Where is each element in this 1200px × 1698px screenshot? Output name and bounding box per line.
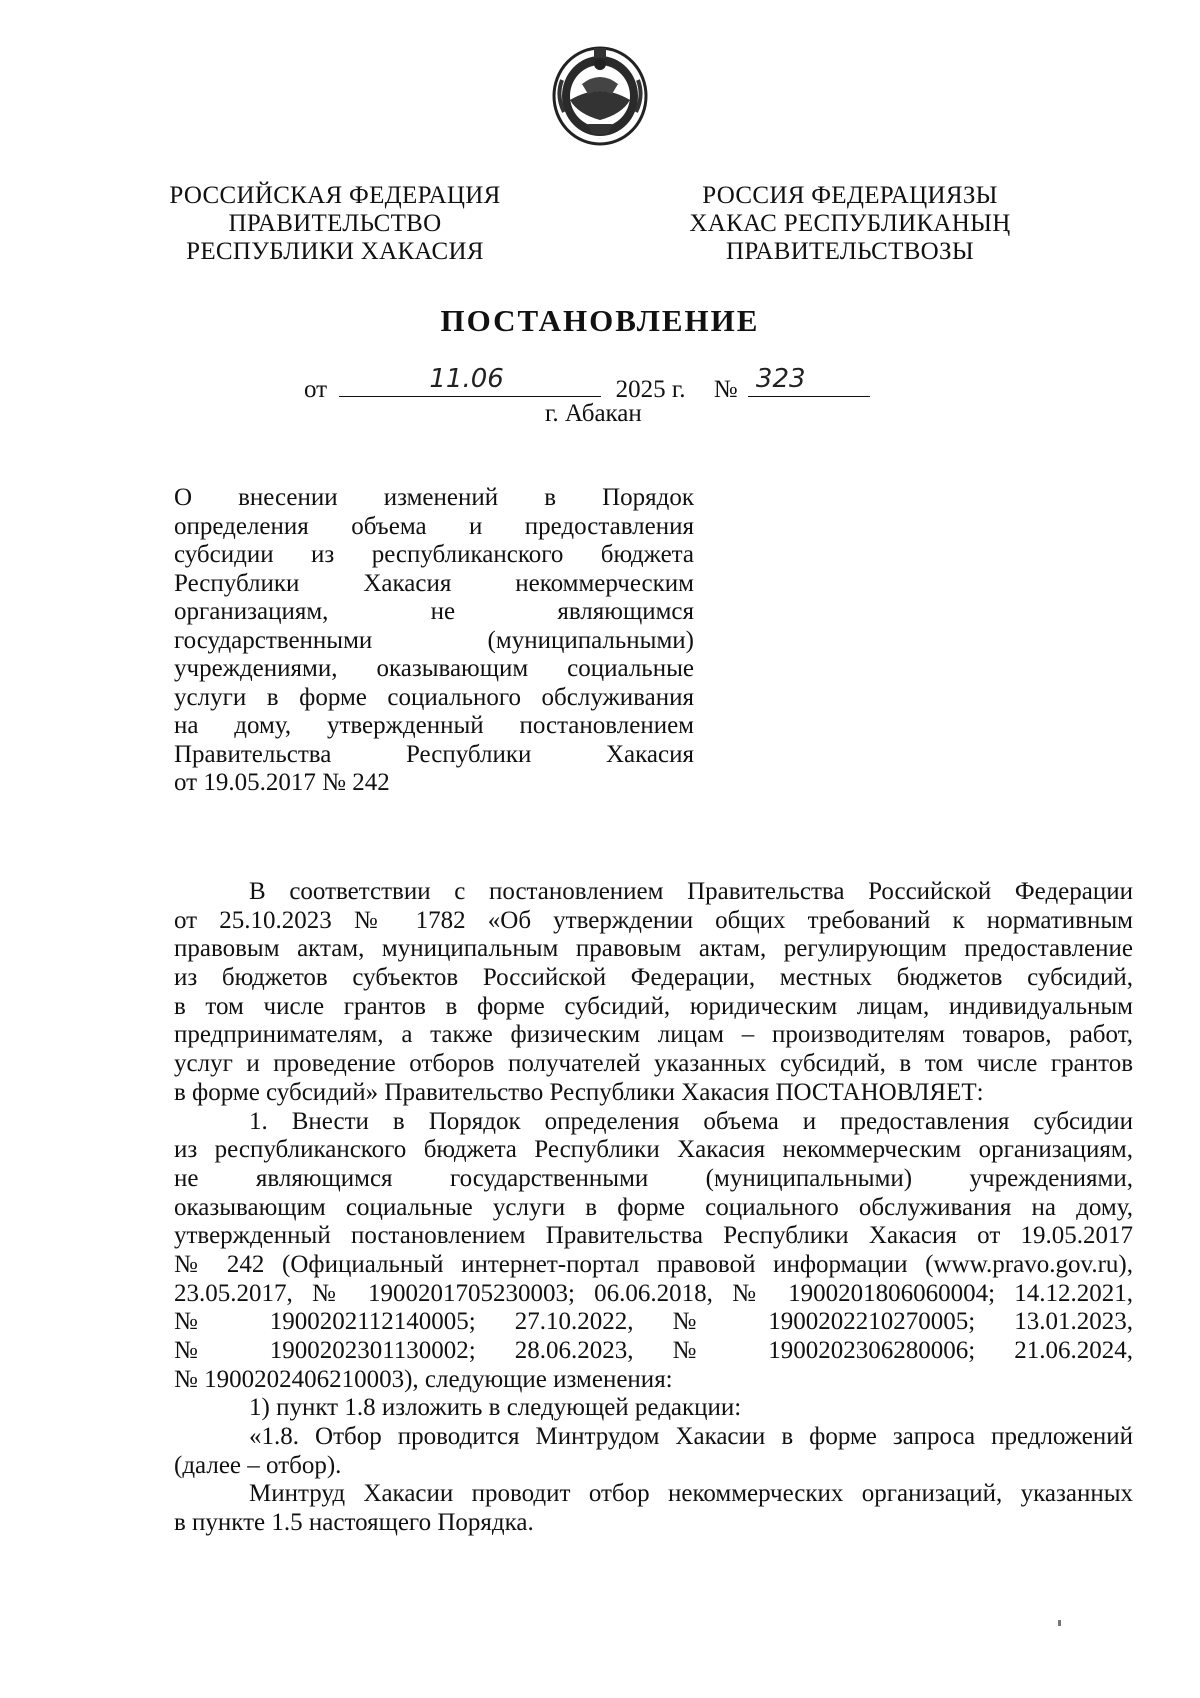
header-left-line: РЕСПУБЛИКИ ХАКАСИЯ xyxy=(186,238,484,265)
document-title: ПОСТАНОВЛЕНИЕ xyxy=(440,303,760,338)
header-right xyxy=(640,182,1060,266)
number-label: № xyxy=(713,376,738,403)
body-line: из республиканского бюджета Республики Хакасия некоммерческим организациям, xyxy=(174,1136,1133,1164)
body-line: в пункте 1.5 настоящего Порядка. xyxy=(174,1509,534,1537)
body-line: 1. Внести в Порядок определения объема и предоставления субсидии xyxy=(249,1107,1133,1135)
header-left-line: ПРАВИТЕЛЬСТВО xyxy=(228,210,442,237)
body-line: 23.05.2017, № 1900201705230003; 06.06.2018, № 1900201806060004; 14.12.2021, xyxy=(174,1279,1133,1307)
header-right-line: ПРАВИТЕЛЬСТВОЗЫ xyxy=(726,238,974,265)
subject-block xyxy=(174,484,694,798)
handwritten-date: 11.06 xyxy=(429,364,504,394)
body-line: услуг и проведение отборов получателей указанных субсидий, в том числе грантов xyxy=(174,1050,1133,1078)
coat-of-arms-icon xyxy=(548,40,652,148)
body-line: из бюджетов субъектов Российской Федерации, местных бюджетов субсидий, xyxy=(174,964,1133,992)
body-line: № 1900202406210003), следующие изменения: xyxy=(174,1365,673,1393)
body-line: В соответствии с постановлением Правительства Российской Федерации xyxy=(249,878,1133,905)
header-right-line: РОССИЯ ФЕДЕРАЦИЯЗЫ xyxy=(702,182,998,209)
subject-line: государственными (муниципальными) xyxy=(174,626,694,654)
city: г. Абакан xyxy=(545,400,642,427)
number-blank xyxy=(748,364,870,397)
subject-line: учреждениями, оказывающим социальные xyxy=(174,655,694,682)
subject-line: определения объема и предоставления xyxy=(174,512,694,540)
body-text xyxy=(174,878,1133,1538)
body-line: (далее – отбор). xyxy=(174,1451,342,1479)
subject-line: Республики Хакасия некоммерческим xyxy=(174,569,694,597)
from-label: от xyxy=(304,376,328,403)
subject-line: организациям, не являющимся xyxy=(174,598,694,625)
body-line: утвержденный постановлением Правительства Республики Хакасия от 19.05.2017 xyxy=(174,1222,1133,1250)
subject-line: услуги в форме социального обслуживания xyxy=(174,683,694,711)
body-line: предпринимателям, а также физическим лицам – производителям товаров, работ, xyxy=(174,1021,1133,1049)
subject-line: на дому, утвержденный постановлением xyxy=(174,712,694,739)
date-blank xyxy=(339,364,601,397)
header-left xyxy=(125,182,545,266)
body-line: «1.8. Отбор проводится Минтрудом Хакасии в форме запроса предложений xyxy=(249,1423,1133,1451)
body-line: оказывающим социальные услуги в форме социального обслуживания на дому, xyxy=(174,1193,1133,1221)
body-line: правовым актам, муниципальным правовым актам, регулирующим предоставление xyxy=(174,935,1133,963)
year-label: 2025 г. xyxy=(615,376,686,403)
header-left-line: РОССИЙСКАЯ ФЕДЕРАЦИЯ xyxy=(169,182,501,209)
body-line: от 25.10.2023 № 1782 «Об утверждении общих требований к нормативным xyxy=(174,906,1133,934)
body-line: 1) пункт 1.8 изложить в следующей редакции: xyxy=(249,1394,742,1422)
subject-line: субсидии из республиканского бюджета xyxy=(174,541,694,568)
body-line: в форме субсидий» Правительство Республики Хакасия ПОСТАНОВЛЯЕТ: xyxy=(174,1078,984,1106)
subject-line: О внесении изменений в Порядок xyxy=(174,484,694,511)
subject-line: Правительства Республики Хакасия xyxy=(174,740,694,768)
body-line: № 242 (Официальный интернет-портал правовой информации (www.pravo.gov.ru), xyxy=(174,1250,1133,1278)
body-line: не являющимся государственными (муниципальными) учреждениями, xyxy=(174,1164,1133,1192)
body-line: в том числе грантов в форме субсидий, юридическим лицам, индивидуальным xyxy=(174,992,1133,1020)
scan-mark xyxy=(1058,1620,1061,1626)
body-line: Минтруд Хакасии проводит отбор некоммерческих организаций, указанных xyxy=(249,1480,1133,1508)
body-line: № 1900202301130002; 28.06.2023, № 1900202306280006; 21.06.2024, xyxy=(174,1337,1133,1364)
header-right-line: ХАКАС РЕСПУБЛИКАНЫҢ xyxy=(689,210,1011,237)
subject-line: от 19.05.2017 № 242 xyxy=(174,769,390,796)
date-number-line xyxy=(304,364,870,404)
body-line: № 1900202112140005; 27.10.2022, № 1900202210270005; 13.01.2023, xyxy=(174,1308,1133,1336)
handwritten-number: 323 xyxy=(755,364,806,394)
